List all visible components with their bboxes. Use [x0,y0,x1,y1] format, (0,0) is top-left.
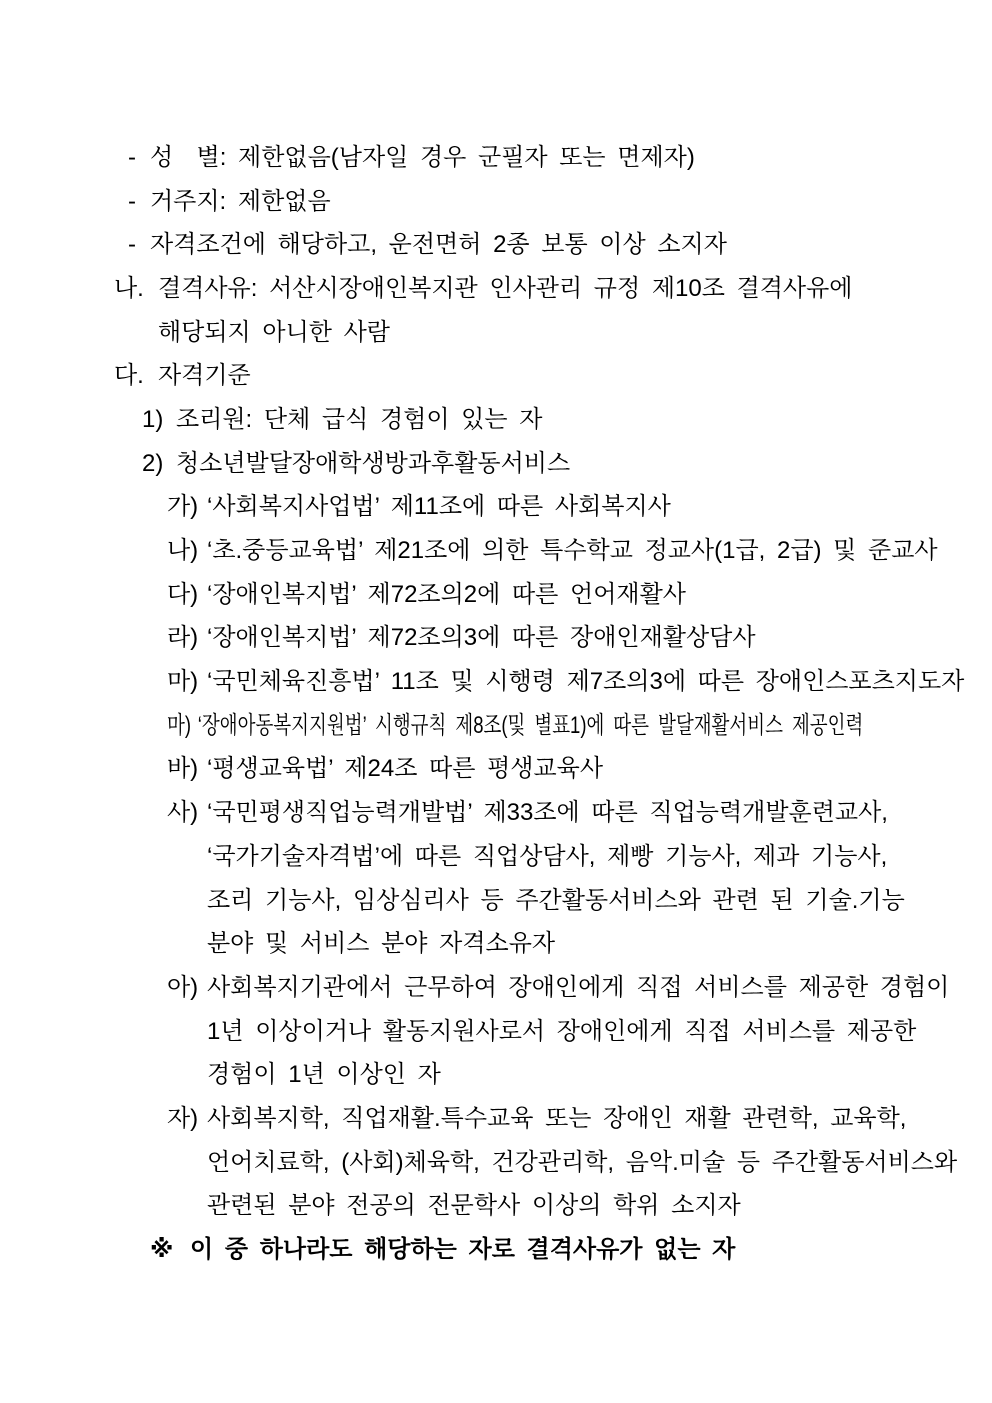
line-text: 해당되지 아니한 사람 [158,318,390,346]
line-text: 결격사유: 서산시장애인복지관 인사관리 규정 제10조 결격사유에 [158,274,853,302]
line-text: 자격기준 [158,362,251,390]
line-text: ‘장애인복지법’ 제72조의2에 따른 언어재활사 [207,580,686,608]
doc-line-residence [0,180,992,224]
doc-line-vocational-trainer [0,791,992,835]
doc-line-continuation [0,1141,992,1185]
doc-line-lifelong-educator [0,748,992,792]
line-text: 자격조건에 해당하고, 운전면허 2종 보통 이상 소지자 [150,231,727,259]
doc-line-special-teacher [0,529,992,573]
reference-mark-icon: ※ [150,1236,174,1264]
line-text: 관련된 분야 전공의 전문학사 이상의 학위 소지자 [207,1192,741,1220]
doc-line-gender [0,136,992,180]
doc-line-continuation [0,1185,992,1229]
line-text: ‘국가기술자격법’에 따른 직업상담사, 제빵 기능사, 제과 기능사, [207,842,888,870]
line-label: 나) [167,537,199,565]
doc-line-continuation [0,922,992,966]
line-text: 이 중 하나라도 해당하는 자로 결격사유가 없는 자 [190,1236,736,1264]
line-label: 2) [142,449,164,477]
line-label: 바) [167,755,199,783]
line-label: 마) [167,711,192,739]
line-text: ‘평생교육법’ 제24조 따른 평생교육사 [207,755,604,783]
doc-line-license [0,223,992,267]
line-label: 라) [167,624,199,652]
line-text: 조리원: 단체 급식 경험이 있는 자 [176,405,543,433]
line-text: ‘장애인복지법’ 제72조의3에 따른 장애인재활상담사 [207,624,756,652]
doc-line-afterschool-service [0,442,992,486]
line-label: 1) [142,405,164,433]
line-label: - [128,187,136,215]
line-text: 사회복지학, 직업재활.특수교육 또는 장애인 재활 관련학, 교육학, [207,1104,907,1132]
line-text: ‘사회복지사업법’ 제11조에 따른 사회복지사 [207,493,671,521]
doc-line-degree-holder [0,1097,992,1141]
doc-line-continuation [0,311,992,355]
line-text: 1년 이상이거나 활동지원사로서 장애인에게 직접 서비스를 제공한 [207,1017,917,1045]
line-text: 사회복지기관에서 근무하여 장애인에게 직접 서비스를 제공한 경험이 [207,973,950,1001]
doc-line-sports-instructor [0,660,992,704]
doc-line-continuation [0,835,992,879]
line-text: 분야 및 서비스 분야 자격소유자 [207,930,556,958]
line-text: ‘국민체육진흥법’ 11조 및 시행령 제7조의3에 따른 장애인스포츠지도자 [207,668,965,696]
doc-line-continuation [0,1010,992,1054]
doc-line-speech-therapist [0,573,992,617]
line-label: 가) [167,493,199,521]
doc-line-developmental-rehab [0,704,992,748]
doc-line-continuation [0,879,992,923]
line-label: 마) [167,668,199,696]
doc-line-cook [0,398,992,442]
line-label: 자) [167,1104,199,1132]
line-text: 성 별: 제한없음(남자일 경우 군필자 또는 면제자) [150,143,695,171]
line-text: 조리 기능사, 임상심리사 등 주간활동서비스와 관련 된 기술.기능 [207,886,905,914]
doc-line-note [0,1228,992,1272]
line-text: ‘장애아동복지지원법’ 시행규칙 제8조(및 별표1)에 따른 발달재활서비스 제공인력 [197,711,864,739]
line-label: 아) [167,973,199,1001]
line-text: 청소년발달장애학생방과후활동서비스 [176,449,571,477]
doc-line-continuation [0,1053,992,1097]
line-label: - [128,231,136,259]
line-text: 언어치료학, (사회)체육학, 건강관리학, 음악.미술 등 주간활동서비스와 [207,1148,958,1176]
doc-line-qualification-heading [0,354,992,398]
line-text: 경험이 1년 이상인 자 [207,1061,441,1089]
line-label: 나. [114,274,144,302]
doc-line-work-experience [0,966,992,1010]
line-text: ‘초.중등교육법’ 제21조에 의한 특수학교 정교사(1급, 2급) 및 준교사 [207,537,938,565]
line-text: ‘국민평생직업능력개발법’ 제33조에 따른 직업능력개발훈련교사, [207,799,888,827]
line-label: - [128,143,136,171]
doc-line-social-worker [0,486,992,530]
line-label: 다) [167,580,199,608]
line-label: 다. [114,362,144,390]
line-label: 사) [167,799,199,827]
doc-line-rehab-counselor [0,617,992,661]
doc-line-disqualification [0,267,992,311]
line-text: 거주지: 제한없음 [150,187,331,215]
